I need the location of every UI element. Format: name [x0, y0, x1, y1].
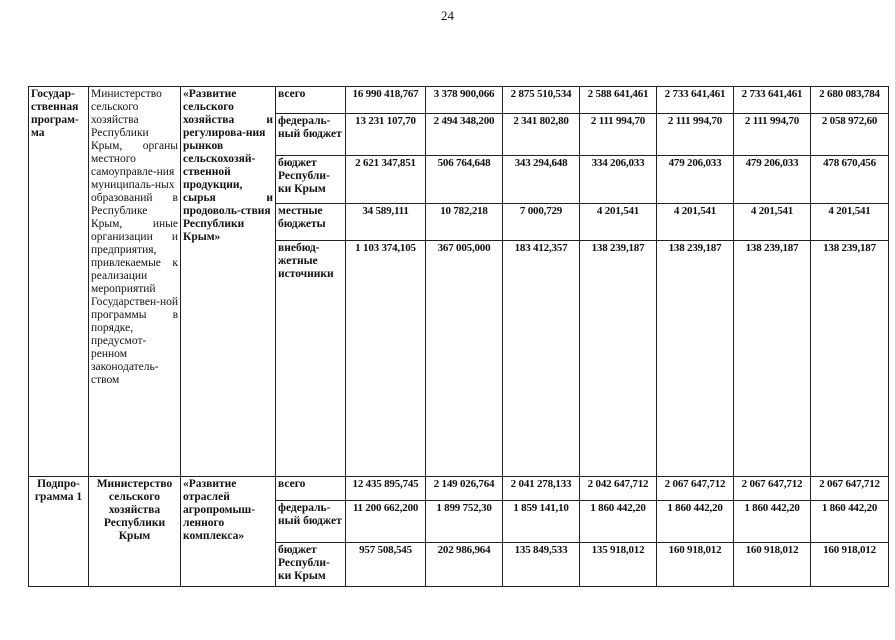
value-cell: 2 341 802,80 [503, 114, 580, 156]
value-cell: 1 859 141,10 [503, 501, 580, 543]
value-cell: 2 111 994,70 [734, 114, 811, 156]
value-cell: 10 782,218 [426, 204, 503, 241]
value-cell: 2 111 994,70 [580, 114, 657, 156]
executor-cell: Министерство сельского хозяйства Республики Крым, органы местного самоуправле-ния муниципаль-ных образований в Республике Крым, иные организации и предприятия, привлекаемые к реализации мероприятий Государствен-ной программы в порядке, предусмот-ренном законодатель-ством [89, 87, 181, 477]
value-cell: 202 986,964 [426, 543, 503, 587]
value-cell: 34 589,111 [346, 204, 426, 241]
executor-cell: Министерство сельского хозяйства Республики Крым [89, 477, 181, 587]
value-cell: 1 103 374,105 [346, 241, 426, 477]
value-cell: 1 860 442,20 [580, 501, 657, 543]
value-cell: 2 067 647,712 [734, 477, 811, 501]
value-cell: 16 990 418,767 [346, 87, 426, 114]
source-label: всего [276, 477, 346, 501]
value-cell: 13 231 107,70 [346, 114, 426, 156]
page-number: 24 [441, 8, 454, 23]
program-name-cell: Государ-ственная програм-ма [29, 87, 89, 477]
value-cell: 1 860 442,20 [734, 501, 811, 543]
budget-table [28, 86, 889, 587]
value-cell: 334 206,033 [580, 156, 657, 204]
value-cell: 2 042 647,712 [580, 477, 657, 501]
value-cell: 2 494 348,200 [426, 114, 503, 156]
source-label: федераль-ный бюджет [276, 501, 346, 543]
value-cell: 138 239,187 [580, 241, 657, 477]
value-cell: 2 058 972,60 [811, 114, 889, 156]
value-cell: 2 680 083,784 [811, 87, 889, 114]
value-cell: 343 294,648 [503, 156, 580, 204]
value-cell: 1 860 442,20 [657, 501, 734, 543]
value-cell: 506 764,648 [426, 156, 503, 204]
value-cell: 7 000,729 [503, 204, 580, 241]
table-row [29, 87, 889, 114]
table-row [29, 477, 889, 501]
value-cell: 160 918,012 [657, 543, 734, 587]
value-cell: 2 733 641,461 [734, 87, 811, 114]
value-cell: 138 239,187 [811, 241, 889, 477]
program-name-cell: Подпро-грамма 1 [29, 477, 89, 587]
value-cell: 183 412,357 [503, 241, 580, 477]
value-cell: 12 435 895,745 [346, 477, 426, 501]
source-label: всего [276, 87, 346, 114]
value-cell: 479 206,033 [657, 156, 734, 204]
program-title-cell: «Развитие сельского хозяйства и регулирова-ния рынков сельскохозяй-ственной продукции, сырья и продоволь-ствия Республики Крым» [181, 87, 276, 477]
source-label: внебюд-жетные источники [276, 241, 346, 477]
program-title-cell: «Развитие отраслей агропромыш-ленного комплекса» [181, 477, 276, 587]
value-cell: 2 067 647,712 [811, 477, 889, 501]
value-cell: 478 670,456 [811, 156, 889, 204]
value-cell: 4 201,541 [811, 204, 889, 241]
value-cell: 4 201,541 [580, 204, 657, 241]
value-cell: 138 239,187 [734, 241, 811, 477]
value-cell: 11 200 662,200 [346, 501, 426, 543]
value-cell: 138 239,187 [657, 241, 734, 477]
value-cell: 4 201,541 [657, 204, 734, 241]
source-label: бюджет Республи-ки Крым [276, 156, 346, 204]
value-cell: 367 005,000 [426, 241, 503, 477]
value-cell: 2 149 026,764 [426, 477, 503, 501]
source-label: местные бюджеты [276, 204, 346, 241]
value-cell: 957 508,545 [346, 543, 426, 587]
value-cell: 2 111 994,70 [657, 114, 734, 156]
value-cell: 4 201,541 [734, 204, 811, 241]
source-label: бюджет Республи-ки Крым [276, 543, 346, 587]
value-cell: 160 918,012 [811, 543, 889, 587]
value-cell: 160 918,012 [734, 543, 811, 587]
value-cell: 1 860 442,20 [811, 501, 889, 543]
value-cell: 2 621 347,851 [346, 156, 426, 204]
value-cell: 2 733 641,461 [657, 87, 734, 114]
value-cell: 2 875 510,534 [503, 87, 580, 114]
value-cell: 2 067 647,712 [657, 477, 734, 501]
value-cell: 479 206,033 [734, 156, 811, 204]
source-label: федераль-ный бюджет [276, 114, 346, 156]
value-cell: 135 849,533 [503, 543, 580, 587]
value-cell: 135 918,012 [580, 543, 657, 587]
value-cell: 2 588 641,461 [580, 87, 657, 114]
value-cell: 3 378 900,066 [426, 87, 503, 114]
value-cell: 2 041 278,133 [503, 477, 580, 501]
value-cell: 1 899 752,30 [426, 501, 503, 543]
